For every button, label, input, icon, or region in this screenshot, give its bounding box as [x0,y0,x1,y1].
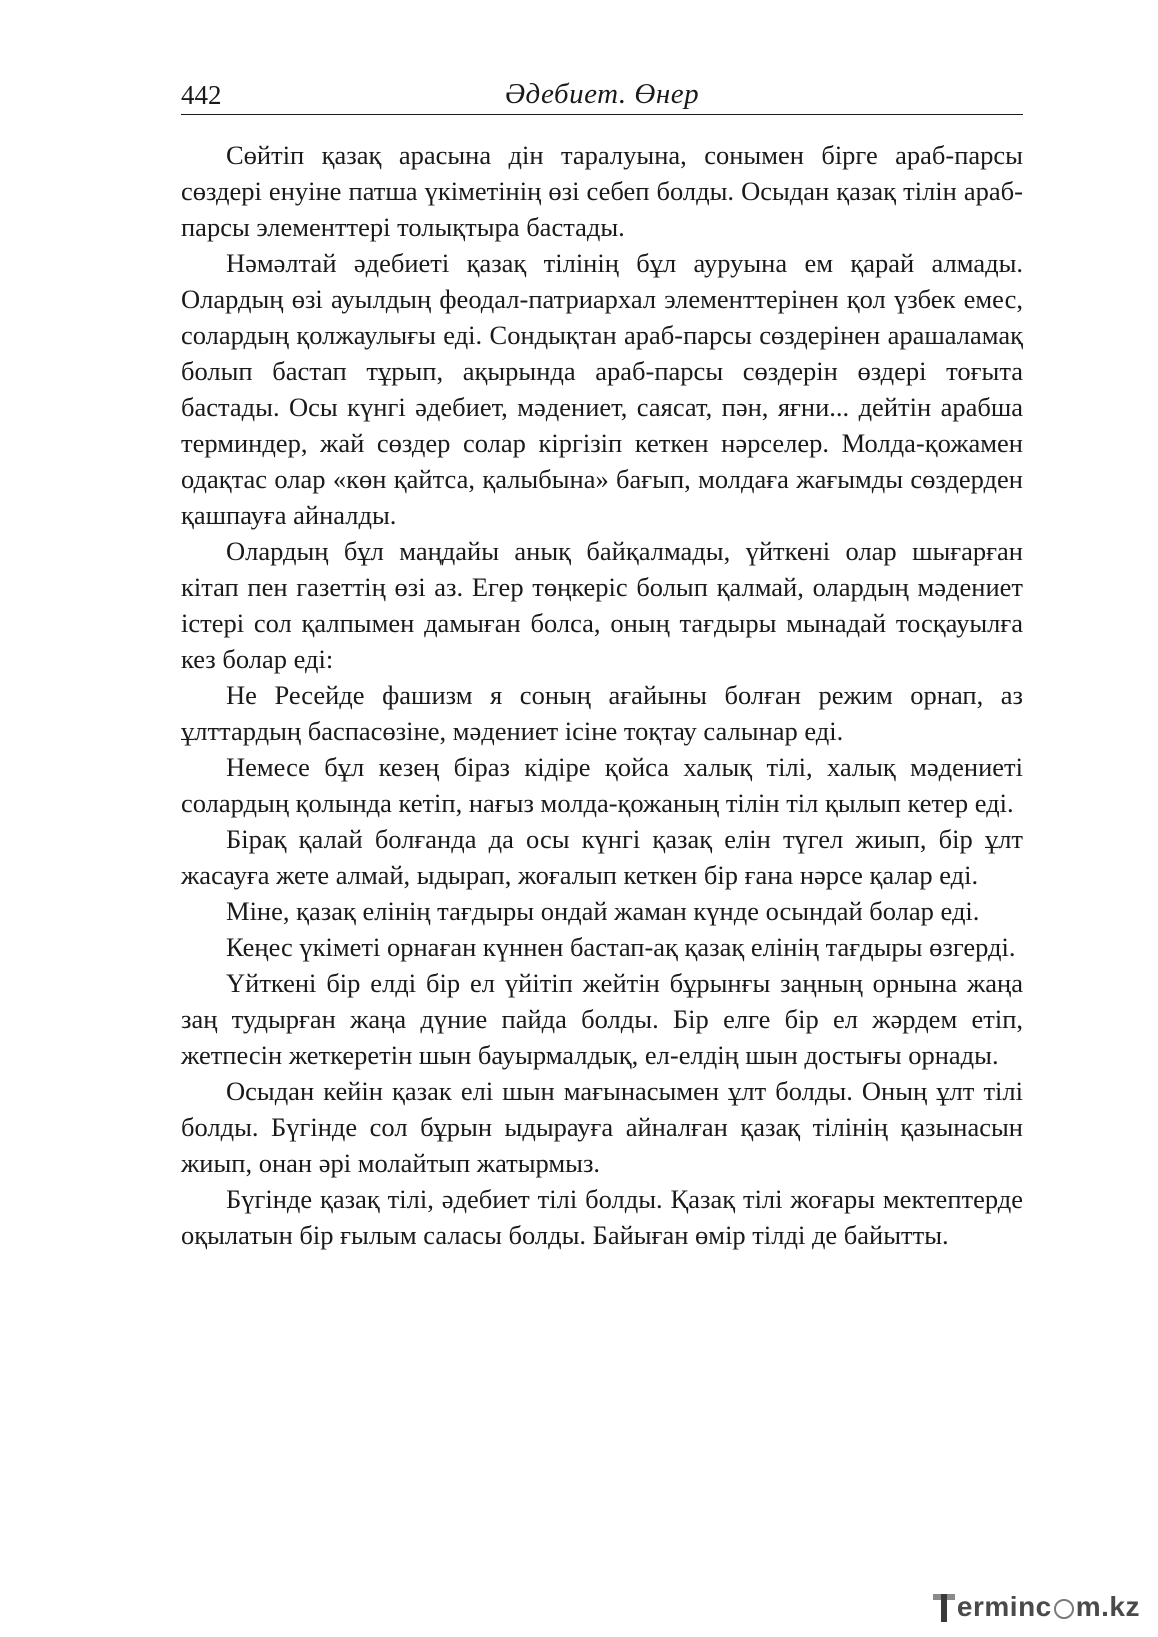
paragraph: Міне, қазақ елінің тағдыры ондай жаман күнде осындай болар еді. [226,896,980,926]
page-number: 442 [181,80,222,110]
paragraph: Кеңес үкіметі орнаған күннен бастап-ақ қазақ елінің тағдыры өзгерді. [226,932,1016,962]
paragraph: Бірақ қалай болғанда да осы күнгі қазақ елін түгел жиып, бір ұлт жасауға жете алмай, ыдырап, жоғалып кеткен бір ғана нәрсе қалар еді. [181,824,1023,890]
t-logo-icon [933,1592,955,1622]
paragraph: Немесе бұл кезең біраз кідіре қойса халық тілі, халық мәдениеті солардың қолында кетіп, нағыз молда-қожаның тілін тіл қылып кетер еді. [181,752,1023,818]
running-header [181,80,1023,115]
paragraph: Үйткені бір елді бір ел үйітіп жейтін бұрынғы заңның орнына жаңа заң тудырған жаңа дүние пайда болды. Бір елге бір ел жәрдем етіп, жетпесін жеткеретін шын бауырмалдық, ел-елдің шын достығы орнады. [181,968,1023,1070]
paragraph: Бүгінде қазақ тілі, әдебиет тілі болды. Қазақ тілі жоғары мектептерде оқылатын бір ғылым саласы болды. Байыған өмір тілді де байытты. [181,1184,1023,1250]
termincom-watermark-logo [933,1591,1140,1623]
paragraph: Сөйтіп қазақ арасына дін таралуына, сонымен бірге араб-парсы сөздері енуіне патша үкіметінің өзі себеп болды. Осыдан қазақ тілін араб-парсы элементтері толықтыра бастады. [181,140,1023,242]
section-title: Әдебиет. Өнер [504,78,700,110]
book-page [181,80,1023,1253]
paragraph: Нәмәлтай әдебиеті қазақ тілінің бұл ауруына ем қарай алмады. Олардың өзі ауылдың феодал-патриархал элементтерінен қол үзбек емес, солардың қолжаулығы еді. Сондықтан араб-парсы сөздерінен арашаламақ болып бастап тұрып, ақырында араб-парсы сөздерін өздері тоғыта бастады. Осы күнгі әдебиет, мәдениет, саясат, пән, яғни... дейтін арабша терминдер, жай сөздер солар кіргізіп кеткен нәрселер. Молда-қожамен одақтас олар «көн қайтса, қалыбына» бағып, молдаға жағымды сөздерден қашпауға айналды. [181,248,1023,530]
body-text [181,137,1023,1253]
paragraph: Осыдан кейін қазак елі шын мағынасымен ұлт болды. Оның ұлт тілі болды. Бүгінде сол бұрын ыдырауға айналған қазақ тілінің қазынасын жиып, онан әрі молайтып жатырмыз. [181,1076,1023,1178]
paragraph: Не Ресейде фашизм я соның ағайыны болған режим орнап, аз ұлттардың баспасөзіне, мәдениет ісіне тоқтау салынар еді. [181,680,1023,746]
watermark-text-start: ermin [956,1591,1036,1622]
watermark-c-letter: c [1035,1591,1052,1622]
watermark-text-end: m.kz [1075,1591,1140,1622]
magnifier-icon [1054,1599,1074,1619]
paragraph: Олардың бұл маңдайы анық байқалмады, үйткені олар шығарған кітап пен газеттің өзі аз. Егер төңкеріс болып қалмай, олардың мәдениет істері сол қалпымен дамыған болса, оның тағдыры мынадай тосқауылға кез болар еді: [181,536,1023,674]
